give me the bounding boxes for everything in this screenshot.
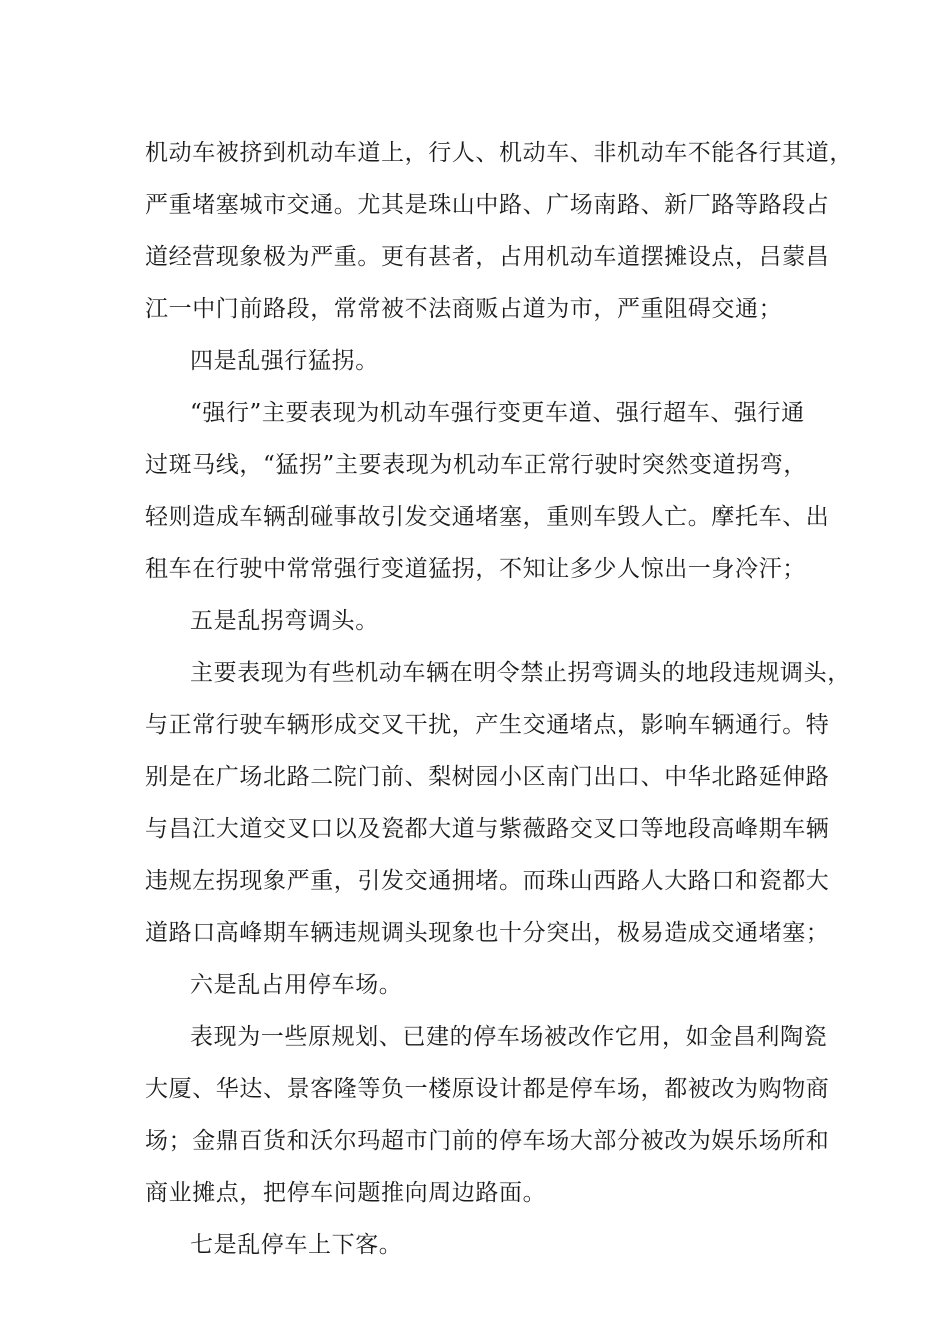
paragraph-line: 与正常行驶车辆形成交叉干扰，产生交通堵点，影响车辆通行。特 [145,712,830,738]
paragraph-line: 主要表现为有些机动车辆在明令禁止拐弯调头的地段违规调头， [190,660,851,686]
paragraph-line: 过斑马线，“猛拐”主要表现为机动车正常行驶时突然变道拐弯， [145,452,807,478]
paragraph-line: 轻则造成车辆刮碰事故引发交通堵塞，重则车毁人亡。摩托车、出 [145,504,830,530]
paragraph-line: 大厦、华达、景客隆等负一楼原设计都是停车场，都被改为购物商 [145,1076,830,1102]
paragraph-line: 商业摊点，把停车问题推向周边路面。 [145,1180,547,1206]
paragraph-line: 严重堵塞城市交通。尤其是珠山中路、广场南路、新厂路等路段占 [145,192,830,218]
paragraph-line: 场；金鼎百货和沃尔玛超市门前的停车场大部分被改为娱乐场所和 [145,1128,830,1154]
paragraph-line: 道路口高峰期车辆违规调头现象也十分突出，极易造成交通堵塞； [145,920,830,946]
paragraph-line: 别是在广场北路二院门前、梨树园小区南门出口、中华北路延伸路 [145,764,830,790]
paragraph-line: 租车在行驶中常常强行变道猛拐，不知让多少人惊出一身冷汗； [145,556,806,582]
paragraph-line: 表现为一些原规划、已建的停车场被改作它用，如金昌利陶瓷 [190,1024,828,1050]
section-heading: 四是乱强行猛拐。 [190,348,379,374]
paragraph-line: “强行”主要表现为机动车强行变更车道、强行超车、强行通 [190,400,805,426]
paragraph-line: 道经营现象极为严重。更有甚者，占用机动车道摆摊设点，吕蒙昌 [145,244,830,270]
section-heading: 六是乱占用停车场。 [190,972,403,998]
paragraph-line: 机动车被挤到机动车道上，行人、机动车、非机动车不能各行其道， [145,140,853,166]
section-heading: 五是乱拐弯调头。 [190,608,379,634]
paragraph-line: 违规左拐现象严重，引发交通拥堵。而珠山西路人大路口和瓷都大 [145,868,830,894]
paragraph-line: 江一中门前路段，常常被不法商贩占道为市，严重阻碍交通； [145,296,783,322]
section-heading: 七是乱停车上下客。 [190,1232,403,1258]
paragraph-line: 与昌江大道交叉口以及瓷都大道与紫薇路交叉口等地段高峰期车辆 [145,816,830,842]
